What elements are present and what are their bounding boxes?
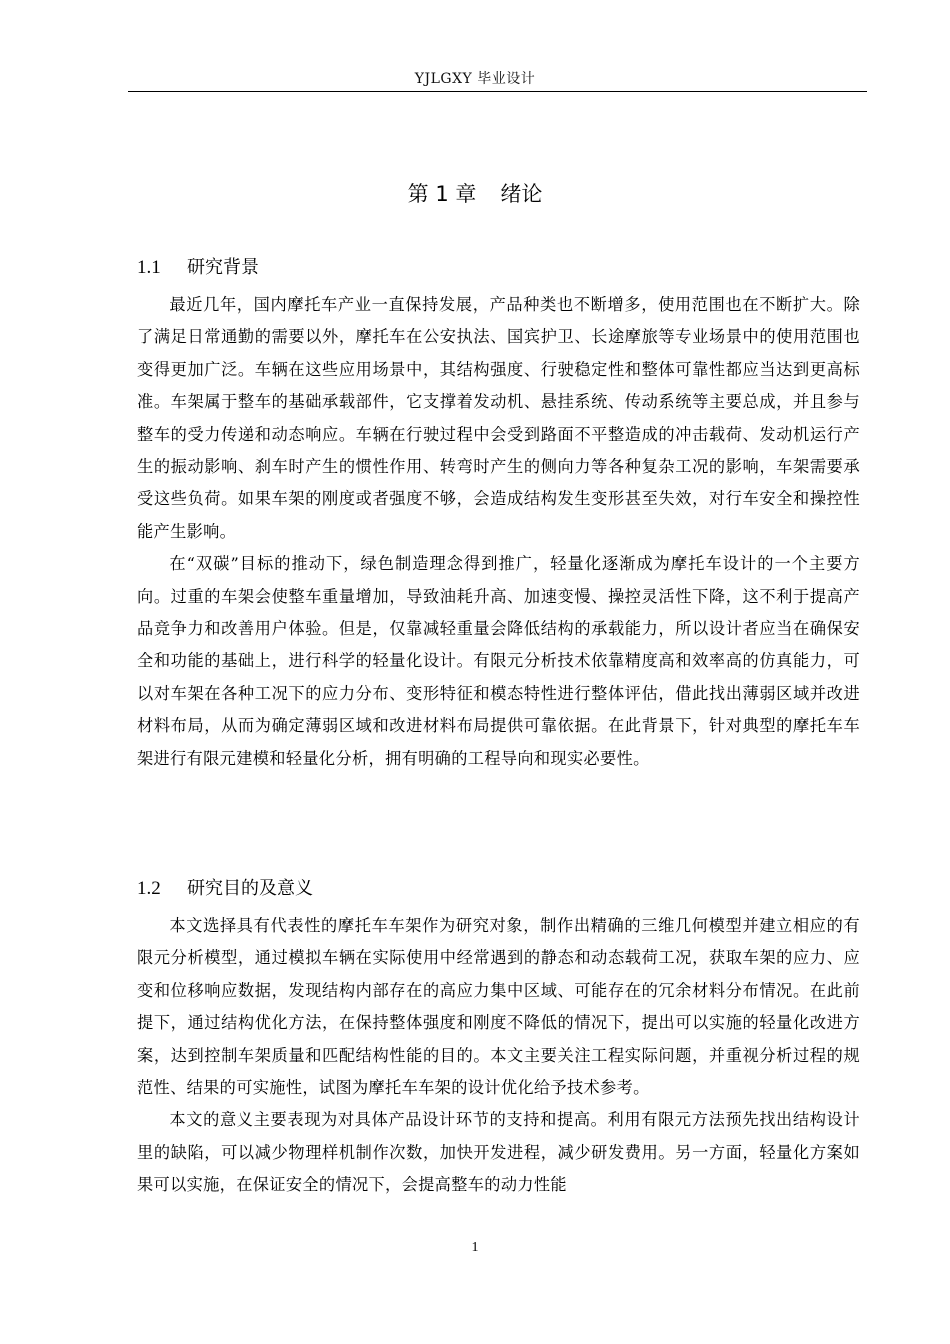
- section-heading-1-1: [137, 253, 259, 279]
- section-body-1-2: [137, 910, 860, 1202]
- chapter-title: [0, 178, 950, 208]
- paragraph: 在“双碳”目标的推动下，绿色制造理念得到推广，轻量化逐渐成为摩托车设计的一个主要方向。过重的车架会使整车重量增加，导致油耗升高、加速变慢、操控灵活性下降，这不利于提高产品竞争力和改善用户体验。但是，仅靠减轻重量会降低结构的承载能力，所以设计者应当在确保安全和功能的基础上，进行科学的轻量化设计。有限元分析技术依靠精度高和效率高的仿真能力，可以对车架在各种工况下的应力分布、变形特征和模态特性进行整体评估，借此找出薄弱区域并改进材料布局，从而为确定薄弱区域和改进材料布局提供可靠依据。在此背景下，针对典型的摩托车车架进行有限元建模和轻量化分析，拥有明确的工程导向和现实必要性。: [137, 554, 860, 768]
- section-body-1-1: [137, 289, 860, 775]
- chapter-number: 第 1 章: [407, 182, 477, 206]
- paragraph: 本文的意义主要表现为对具体产品设计环节的支持和提高。利用有限元方法预先找出结构设计里的缺陷，可以减少物理样机制作次数，加快开发进程，减少研发费用。另一方面，轻量化方案如果可以实施，在保证安全的情况下，会提高整车的动力性能: [137, 1110, 860, 1195]
- page-header: YJLGXY 毕业设计: [414, 71, 536, 87]
- section-title: 研究背景: [187, 257, 259, 278]
- section-number: 1.1: [137, 257, 161, 278]
- section-number: 1.2: [137, 878, 161, 899]
- chapter-name: 绪论: [500, 182, 543, 206]
- page-number: 1: [471, 1240, 479, 1255]
- header-rule: [128, 91, 867, 92]
- paragraph: 本文选择具有代表性的摩托车车架作为研究对象，制作出精确的三维几何模型并建立相应的有限元分析模型，通过模拟车辆在实际使用中经常遇到的静态和动态载荷工况，获取车架的应力、应变和位移响应数据，发现结构内部存在的高应力集中区域、可能存在的冗余材料分布情况。在此前提下，通过结构优化方法，在保持整体强度和刚度不降低的情况下，提出可以实施的轻量化改进方案，达到控制车架质量和匹配结构性能的目的。本文主要关注工程实际问题，并重视分析过程的规范性、结果的可实施性，试图为摩托车车架的设计优化给予技术参考。: [137, 916, 860, 1098]
- section-title: 研究目的及意义: [187, 878, 313, 899]
- section-heading-1-2: [137, 874, 313, 900]
- paragraph: 最近几年，国内摩托车产业一直保持发展，产品种类也不断增多，使用范围也在不断扩大。除了满足日常通勤的需要以外，摩托车在公安执法、国宾护卫、长途摩旅等专业场景中的使用范围也变得更加广泛。车辆在这些应用场景中，其结构强度、行驶稳定性和整体可靠性都应当达到更高标准。车架属于整车的基础承载部件，它支撑着发动机、悬挂系统、传动系统等主要总成，并且参与整车的受力传递和动态响应。车辆在行驶过程中会受到路面不平整造成的冲击载荷、发动机运行产生的振动影响、刹车时产生的惯性作用、转弯时产生的侧向力等各种复杂工况的影响，车架需要承受这些负荷。如果车架的刚度或者强度不够，会造成结构发生变形甚至失效，对行车安全和操控性能产生影响。: [137, 295, 860, 541]
